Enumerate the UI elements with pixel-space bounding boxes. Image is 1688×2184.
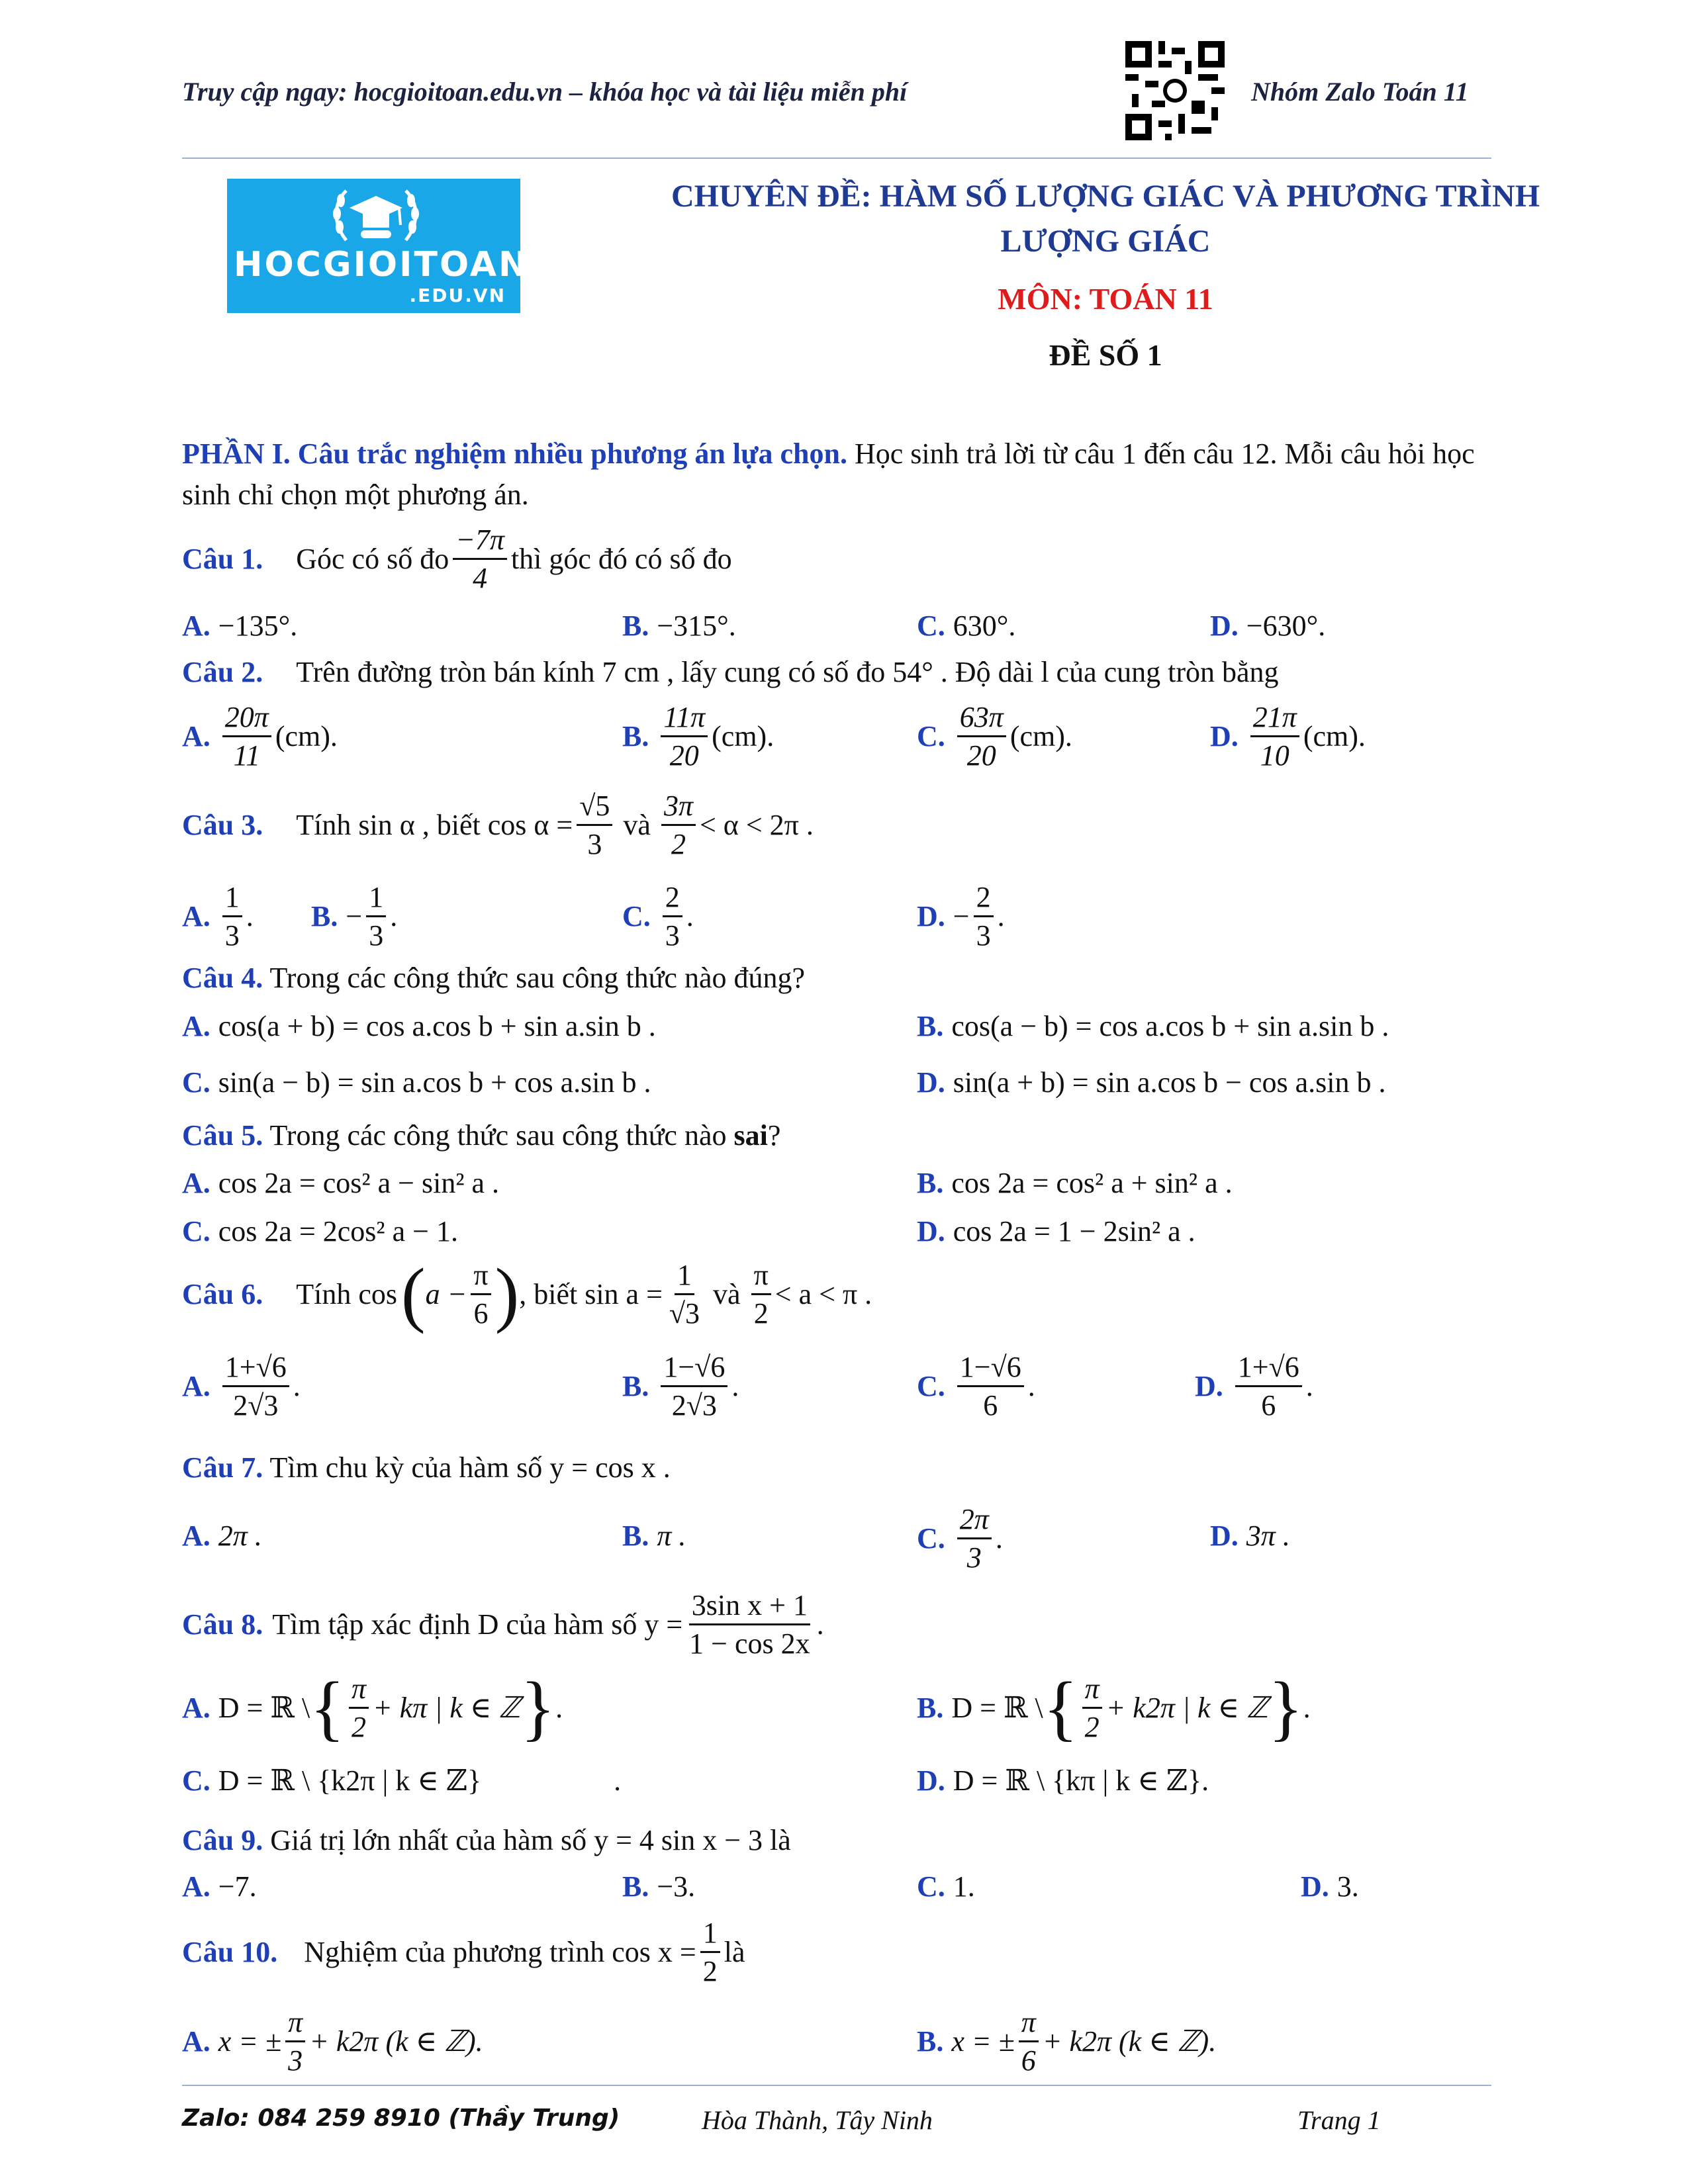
option-label: A.	[182, 1370, 211, 1402]
fraction	[661, 789, 696, 861]
option-label: C.	[622, 900, 651, 933]
question-label: Câu 4.	[182, 962, 263, 994]
option-d[interactable]	[917, 1066, 1385, 1099]
footer-divider	[182, 2085, 1491, 2086]
question-label: Câu 2.	[182, 656, 263, 688]
option-text: −315°.	[657, 610, 736, 642]
option-text: −3.	[657, 1870, 696, 1903]
option-text: + k2π (k ∈ ℤ).	[309, 2025, 483, 2058]
option-d[interactable]	[1301, 1870, 1359, 1903]
question-text: Trong các công thức sau công thức nào	[269, 1119, 727, 1152]
numerator: 20π	[222, 700, 271, 737]
option-label: D.	[917, 900, 945, 933]
denominator: 1 − cos 2x	[689, 1627, 810, 1660]
option-label: B.	[917, 1167, 944, 1199]
option-d[interactable]	[917, 880, 1005, 952]
numerator: π	[751, 1258, 771, 1295]
numerator: 1−√6	[957, 1350, 1024, 1387]
option-c[interactable]	[917, 1350, 1035, 1422]
unit: (cm).	[1009, 720, 1072, 752]
option-d[interactable]	[1210, 1519, 1290, 1553]
option-label: A.	[182, 1870, 211, 1903]
option-a[interactable]	[182, 609, 297, 643]
option-label: A.	[182, 1167, 211, 1199]
brace-open: {	[310, 1667, 345, 1748]
fraction	[1082, 1672, 1102, 1744]
fraction	[471, 1258, 491, 1330]
question-text: ?	[767, 1119, 781, 1152]
option-text: D = ℝ \	[218, 1691, 310, 1724]
unit: (cm).	[275, 720, 338, 752]
period: .	[555, 1691, 563, 1724]
section-instructions: Học sinh trả lời từ câu 1 đến câu 12. Mỗi câu hỏi học sinh chỉ chọn một phương án.	[182, 437, 1475, 511]
option-label: B.	[622, 610, 649, 642]
numerator: 1	[222, 880, 242, 917]
logo-domain: .EDU.VN	[409, 285, 506, 306]
denominator: 10	[1260, 739, 1289, 772]
period: .	[731, 1370, 739, 1402]
denominator: 2	[352, 1710, 366, 1743]
option-a[interactable]	[182, 1667, 563, 1748]
option-label: C.	[917, 720, 945, 752]
option-label: B.	[622, 720, 649, 752]
option-a[interactable]	[182, 700, 338, 772]
option-b[interactable]	[622, 609, 736, 643]
footer-contact: Zalo: 084 259 8910 (Thầy Trung)	[182, 2105, 620, 2132]
numerator: π	[285, 2005, 305, 2042]
question-text: Tính sin α , biết cos α =	[296, 809, 573, 841]
option-label: D.	[917, 1066, 945, 1099]
fraction	[661, 700, 708, 772]
option-a[interactable]	[182, 1350, 301, 1422]
question-6	[182, 1253, 872, 1334]
option-text: −135°.	[218, 610, 298, 642]
question-label: Câu 10.	[182, 1936, 278, 1968]
option-d[interactable]	[1195, 1350, 1313, 1422]
fraction	[349, 1672, 369, 1744]
option-b[interactable]	[622, 1870, 695, 1903]
option-text: + kπ | k ∈ ℤ	[373, 1691, 521, 1724]
option-label: A.	[182, 900, 211, 933]
option-text: 3.	[1336, 1870, 1359, 1903]
option-label: A.	[182, 1691, 211, 1724]
question-text: < a < π .	[774, 1277, 872, 1310]
denominator: 2√3	[671, 1389, 717, 1422]
option-label: C.	[917, 1370, 945, 1402]
option-label: C.	[917, 1870, 945, 1903]
option-text: sin(a − b) = sin a.cos b + cos a.sin b .	[218, 1066, 651, 1099]
option-label: D.	[917, 1215, 945, 1248]
paren-open: (	[401, 1253, 426, 1334]
period: .	[1303, 1691, 1311, 1724]
period: .	[614, 1764, 622, 1797]
numerator: 1−√6	[661, 1350, 727, 1387]
option-label: C.	[182, 1215, 211, 1248]
denominator: 20	[669, 739, 699, 772]
option-b[interactable]	[622, 700, 774, 772]
option-c[interactable]	[182, 1066, 651, 1099]
option-label: B.	[917, 1010, 944, 1042]
numerator: π	[471, 1258, 491, 1295]
question-text: Tìm chu kỳ của hàm số y = cos x .	[269, 1451, 671, 1484]
option-label: D.	[1210, 720, 1239, 752]
option-label: B.	[622, 1370, 649, 1402]
option-text: + k2π | k ∈ ℤ	[1105, 1691, 1268, 1724]
fraction	[667, 1258, 702, 1330]
option-text: −7.	[218, 1870, 257, 1903]
question-text: Tính cos	[296, 1277, 398, 1310]
option-text: D = ℝ \	[951, 1691, 1043, 1724]
exam-number: ĐỀ SỐ 1	[1049, 338, 1162, 372]
denominator: 6	[983, 1389, 998, 1422]
question-2	[182, 655, 1279, 689]
option-d[interactable]	[1210, 700, 1366, 772]
option-label: D.	[1195, 1370, 1223, 1402]
option-label: D.	[1301, 1870, 1329, 1903]
page-number: Trang 1	[1297, 2105, 1381, 2135]
option-label: A.	[182, 1010, 211, 1042]
denominator: 11	[233, 739, 261, 772]
option-a[interactable]	[182, 1519, 262, 1553]
fraction	[974, 880, 994, 952]
question-7	[182, 1451, 671, 1484]
option-c[interactable]	[917, 1870, 975, 1903]
denominator: 2	[1084, 1710, 1100, 1743]
option-label: C.	[182, 1066, 211, 1099]
paren-close: )	[494, 1253, 520, 1334]
numerator: 63π	[957, 700, 1006, 737]
question-9	[182, 1823, 791, 1857]
option-b[interactable]	[917, 1667, 1311, 1748]
numerator: √5	[577, 789, 612, 826]
numerator: 11π	[661, 700, 708, 737]
header-right-text: Nhóm Zalo Toán 11	[1251, 77, 1469, 107]
option-label: C.	[917, 1522, 945, 1555]
option-b[interactable]	[622, 1519, 686, 1553]
question-text: Trong các công thức sau công thức nào đúng?	[269, 962, 806, 994]
option-text: cos(a − b) = cos a.cos b + sin a.sin b .	[951, 1010, 1389, 1042]
numerator: 1	[700, 1916, 720, 1953]
sign: −	[953, 900, 970, 933]
question-text: là	[724, 1936, 745, 1968]
brace-close: }	[520, 1667, 556, 1748]
numerator: 2π	[957, 1502, 992, 1539]
option-c[interactable]	[917, 1502, 1003, 1574]
question-8	[182, 1588, 824, 1661]
option-text: 630°.	[953, 610, 1016, 642]
option-text: π .	[657, 1520, 686, 1552]
option-label: A.	[182, 720, 211, 752]
fraction	[700, 1916, 720, 1988]
question-label: Câu 5.	[182, 1119, 263, 1152]
option-text: x = ±	[218, 2025, 282, 2058]
numerator: 1+√6	[222, 1350, 289, 1387]
header-divider	[182, 158, 1491, 159]
question-5	[182, 1118, 780, 1152]
numerator: 2	[974, 880, 994, 917]
numerator: 3sin x + 1	[689, 1588, 810, 1625]
option-b[interactable]	[917, 1166, 1233, 1200]
fraction	[1250, 700, 1299, 772]
denominator: √3	[669, 1297, 700, 1330]
option-text: + k2π (k ∈ ℤ).	[1042, 2025, 1217, 2058]
option-b[interactable]	[311, 880, 397, 952]
fraction	[751, 1258, 771, 1330]
option-text: cos 2a = 1 − 2sin² a .	[953, 1215, 1196, 1248]
sign: −	[346, 900, 363, 933]
option-text: 2π .	[218, 1520, 262, 1552]
fraction	[686, 1588, 812, 1661]
fraction	[1019, 2005, 1039, 2077]
denominator: 3	[966, 1541, 982, 1574]
denominator: 2	[671, 828, 686, 860]
option-text: cos(a + b) = cos a.cos b + sin a.sin b .	[218, 1010, 656, 1042]
question-label: Câu 8.	[182, 1608, 263, 1641]
fraction	[577, 789, 612, 861]
question-3	[182, 789, 814, 861]
question-text: và	[713, 1277, 741, 1310]
numerator: 1+√6	[1235, 1350, 1302, 1387]
question-label: Câu 3.	[182, 809, 263, 841]
option-text: 1.	[953, 1870, 975, 1903]
option-d[interactable]	[917, 1764, 1209, 1797]
brace-open: {	[1043, 1667, 1078, 1748]
logo-name: HOCGIOITOAN	[234, 245, 530, 285]
numerator: 1	[675, 1258, 694, 1295]
question-text: Nghiệm của phương trình cos x =	[304, 1936, 696, 1968]
subject-label: MÔN: TOÁN 11	[998, 282, 1213, 316]
denominator: 3	[369, 919, 384, 952]
footer-location: Hòa Thành, Tây Ninh	[702, 2105, 933, 2135]
option-label: B.	[622, 1520, 649, 1552]
option-text: sin(a + b) = sin a.cos b − cos a.sin b .	[953, 1066, 1386, 1099]
numerator: π	[1082, 1672, 1102, 1709]
section-heading: PHẦN I. Câu trắc nghiệm nhiều phương án lựa chọn.	[182, 437, 847, 470]
option-text: D = ℝ \ {kπ | k ∈ ℤ}.	[953, 1764, 1209, 1797]
hocgioitoan-logo	[227, 179, 530, 313]
numerator: 3π	[661, 789, 696, 826]
option-c[interactable]	[182, 1764, 621, 1797]
option-label: C.	[182, 1764, 211, 1797]
period: .	[1305, 1370, 1313, 1402]
period: .	[293, 1370, 301, 1402]
option-c[interactable]	[182, 1214, 458, 1248]
option-a[interactable]	[182, 880, 254, 952]
option-c[interactable]	[622, 880, 694, 952]
option-text: cos 2a = cos² a + sin² a .	[951, 1167, 1233, 1199]
denominator: 20	[966, 739, 996, 772]
question-text: Trên đường tròn bán kính 7 cm , lấy cung có số đo 54° . Độ dài l của cung tròn bằng	[296, 656, 1279, 688]
option-b[interactable]	[917, 2005, 1216, 2077]
title-line-2: LƯỢNG GIÁC	[1000, 224, 1211, 259]
denominator: 3	[224, 919, 240, 952]
option-a[interactable]	[182, 2005, 483, 2077]
numerator: 1	[366, 880, 386, 917]
numerator: π	[349, 1672, 369, 1709]
option-label: D.	[1210, 1520, 1239, 1552]
numerator: π	[1019, 2005, 1039, 2042]
option-a[interactable]	[182, 1870, 257, 1903]
denominator: 2	[702, 1955, 718, 1987]
option-label: C.	[917, 610, 945, 642]
qr-code-icon	[1125, 41, 1225, 140]
denominator: 3	[288, 2044, 303, 2077]
brace-close: }	[1268, 1667, 1303, 1748]
question-text: a −	[425, 1277, 467, 1310]
option-b[interactable]	[917, 1009, 1389, 1043]
fraction	[957, 1502, 992, 1574]
question-4	[182, 961, 805, 995]
option-a[interactable]	[182, 1009, 656, 1043]
option-text: x = ±	[951, 2025, 1015, 2058]
option-label: B.	[311, 900, 338, 933]
option-c[interactable]	[917, 609, 1015, 643]
denominator: 3	[587, 828, 602, 860]
option-d[interactable]	[917, 1214, 1196, 1248]
option-b[interactable]	[622, 1350, 739, 1422]
fraction	[661, 1350, 727, 1422]
fraction	[453, 523, 507, 595]
denominator: 6	[473, 1297, 489, 1330]
unit: (cm).	[1303, 720, 1366, 752]
fraction	[222, 1350, 289, 1422]
question-label: Câu 1.	[182, 543, 263, 575]
option-label: D.	[917, 1764, 945, 1797]
option-label: A.	[182, 610, 211, 642]
option-text: cos 2a = 2cos² a − 1.	[218, 1215, 458, 1248]
option-label: B.	[917, 1691, 944, 1724]
period: .	[995, 1522, 1003, 1555]
denominator: 4	[473, 562, 488, 594]
question-text: Tìm tập xác định D của hàm số y =	[272, 1608, 683, 1641]
denominator: 3	[665, 919, 680, 952]
question-text: < α < 2π .	[699, 809, 814, 841]
fraction	[222, 880, 242, 952]
period: .	[1027, 1370, 1035, 1402]
period: .	[686, 900, 694, 933]
period: .	[997, 900, 1005, 933]
numerator: 21π	[1250, 700, 1299, 737]
denominator: 3	[976, 919, 991, 952]
question-10	[182, 1916, 745, 1988]
question-label: Câu 9.	[182, 1824, 263, 1856]
denominator: 2	[753, 1297, 769, 1330]
fraction	[1235, 1350, 1302, 1422]
option-label: B.	[917, 2025, 944, 2058]
question-label: Câu 7.	[182, 1451, 263, 1484]
numerator: 2	[663, 880, 682, 917]
period: .	[246, 900, 254, 933]
fraction	[663, 880, 682, 952]
question-label: Câu 6.	[182, 1277, 263, 1310]
graduation-laurel-icon	[326, 184, 426, 247]
option-text: −630°.	[1246, 610, 1326, 642]
section-intro	[182, 433, 1493, 516]
fraction	[957, 700, 1006, 772]
question-text: Giá trị lớn nhất của hàm số y = 4 sin x − 3 là	[270, 1824, 791, 1856]
fraction	[366, 880, 386, 952]
question-1	[182, 523, 732, 595]
title-line-1: CHUYÊN ĐỀ: HÀM SỐ LƯỢNG GIÁC VÀ PHƯƠNG TRÌNH	[671, 179, 1540, 214]
question-text: , biết sin a =	[519, 1277, 663, 1310]
fraction	[222, 700, 271, 772]
denominator: 6	[1021, 2044, 1036, 2077]
option-label: B.	[622, 1870, 649, 1903]
option-c[interactable]	[917, 700, 1072, 772]
question-text: và	[623, 809, 651, 841]
denominator: 2√3	[233, 1389, 279, 1422]
option-text: 3π .	[1246, 1520, 1290, 1552]
option-d[interactable]	[1210, 609, 1325, 643]
denominator: 6	[1261, 1389, 1276, 1422]
option-a[interactable]	[182, 1166, 499, 1200]
option-label: A.	[182, 1520, 211, 1552]
period: .	[390, 900, 398, 933]
option-label: D.	[1210, 610, 1239, 642]
option-text: cos 2a = cos² a − sin² a .	[218, 1167, 500, 1199]
option-label: A.	[182, 2025, 211, 2058]
option-text: D = ℝ \ {k2π | k ∈ ℤ}	[218, 1764, 482, 1797]
fraction	[957, 1350, 1024, 1422]
period: .	[816, 1608, 824, 1641]
unit: (cm).	[712, 720, 774, 752]
question-emphasis: sai	[733, 1119, 768, 1152]
fraction	[285, 2005, 305, 2077]
numerator: −7π	[453, 523, 507, 560]
header-left-text: Truy cập ngay: hocgioitoan.edu.vn – khóa học và tài liệu miễn phí	[182, 77, 908, 107]
question-text: Góc có số đo	[296, 543, 449, 575]
question-text: thì góc đó có số đo	[510, 543, 732, 575]
